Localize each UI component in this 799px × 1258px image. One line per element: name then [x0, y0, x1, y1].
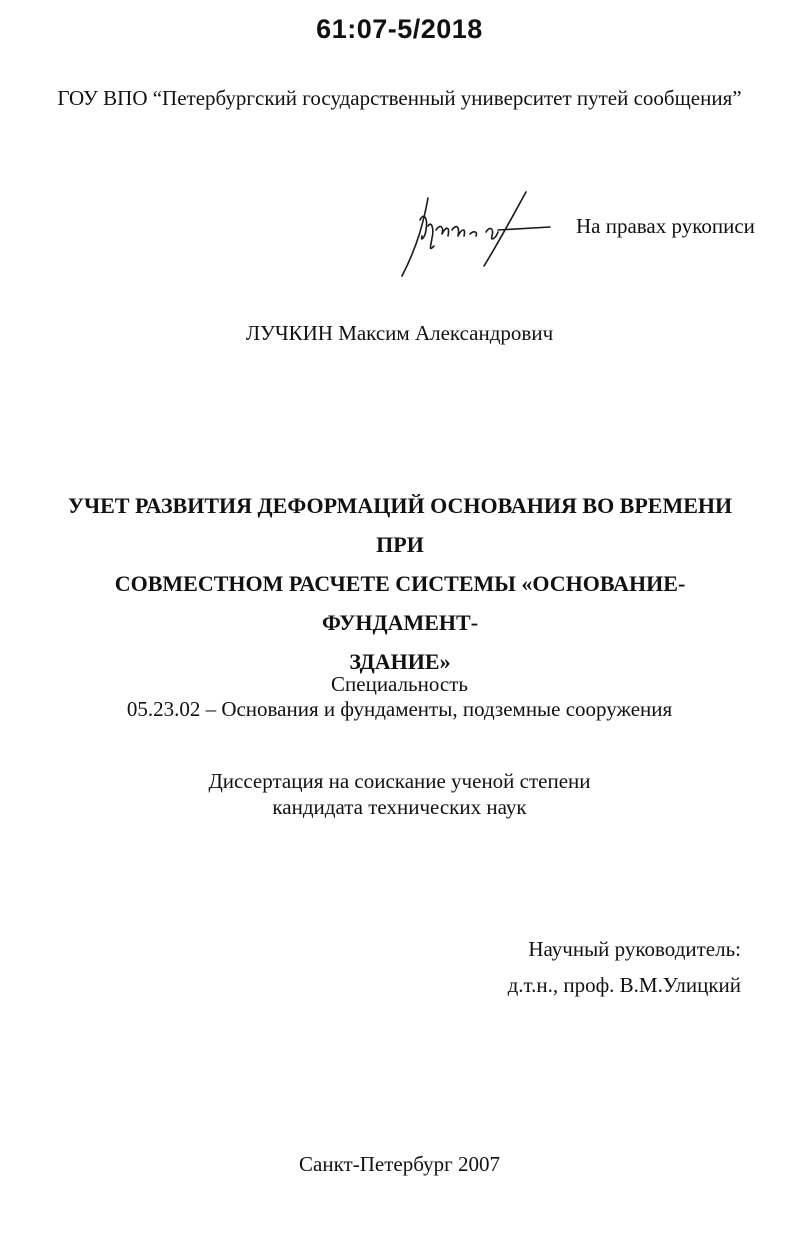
document-code: 61:07-5/2018: [316, 14, 483, 44]
supervisor-label: Научный руководитель:: [528, 937, 741, 961]
author-signature: [398, 190, 558, 280]
title-line-2: СОВМЕСТНОМ РАСЧЕТЕ СИСТЕМЫ «ОСНОВАНИЕ-ФУНДАМЕНТ-: [114, 571, 686, 635]
supervisor-name: д.т.н., проф. В.М.Улицкий: [507, 973, 741, 997]
dissertation-degree-line-1: Диссертация на соискание ученой степени: [208, 769, 591, 793]
specialty-label: Специальность: [331, 672, 468, 696]
institution-name: ГОУ ВПО “Петербургский государственный университет путей сообщения”: [57, 86, 742, 110]
specialty-value: 05.23.02 – Основания и фундаменты, подземные сооружения: [126, 697, 673, 721]
rights-note: На правах рукописи: [576, 214, 755, 238]
title-line-3: ЗДАНИЕ»: [349, 649, 451, 674]
city-and-year: Санкт-Петербург 2007: [299, 1152, 500, 1176]
title-line-1: УЧЕТ РАЗВИТИЯ ДЕФОРМАЦИЙ ОСНОВАНИЯ ВО ВРЕМЕНИ ПРИ: [67, 493, 733, 557]
dissertation-title: [60, 486, 740, 681]
author-name: ЛУЧКИН Максим Александрович: [245, 321, 554, 345]
dissertation-degree-line-2: кандидата технических наук: [272, 795, 527, 819]
